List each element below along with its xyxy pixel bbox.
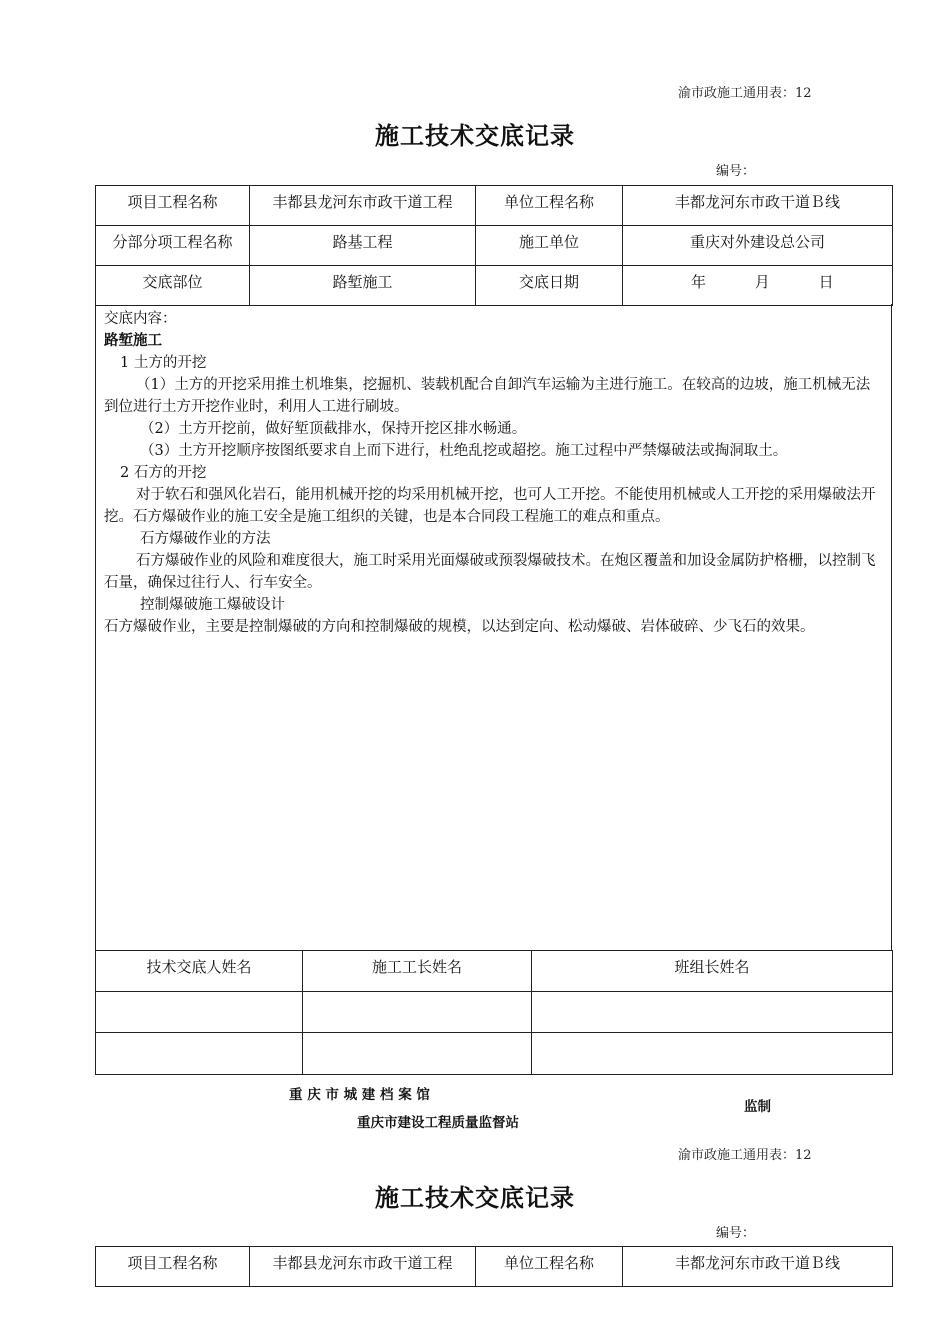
subheading: 石方爆破作业的方法 [140, 531, 271, 547]
signature-cell[interactable] [303, 1033, 532, 1075]
signature-cell[interactable] [303, 992, 532, 1033]
archive-org: 重 庆 市 城 建 档 案 馆 [289, 1087, 430, 1103]
content-intro: 交底内容： [104, 311, 177, 327]
subproject-label: 分部分项工程名称 [96, 226, 250, 266]
paragraph: （3）土方开挖顺序按图纸要求自上而下进行，杜绝乱挖或超挖。施工过程中严禁爆破法或掏洞取土。 [140, 443, 788, 459]
date-year: 年 [691, 273, 707, 291]
handover-part-value: 路堑施工 [250, 266, 476, 306]
paragraph: 对于软石和强风化岩石，能用机械开挖的均采用机械开挖，也可人工开挖。不能使用机械或人工开挖的采用爆破法开挖。石方爆破作业的施工安全是施工组织的关键，也是本合同段工程施工的难点和重点。 [104, 487, 876, 525]
contractor-label: 施工单位 [476, 226, 623, 266]
date-day: 日 [818, 273, 834, 291]
contractor-value: 重庆对外建设总公司 [623, 226, 893, 266]
signature-cell[interactable] [96, 1033, 303, 1075]
handover-part-label: 交底部位 [96, 266, 250, 306]
foreman-label: 施工工长姓名 [303, 951, 532, 992]
document-title: 施工技术交底记录 [375, 121, 575, 150]
unit-project-value: 丰都龙河东市政干道Ｂ线 [623, 186, 893, 226]
subheading: 控制爆破施工爆破设计 [140, 597, 285, 613]
paragraph: （1）土方的开挖采用推土机堆集，挖掘机、装载机配合自卸汽车运输为主进行施工。在较高的边坡，施工机械无法到位进行土方开挖作业时，利用人工进行刷坡。 [104, 377, 871, 415]
form-number: 渝市政施工通用表：12 [678, 1148, 812, 1163]
signature-cell[interactable] [96, 992, 303, 1033]
content-heading: 路堑施工 [104, 333, 162, 349]
paragraph: 石方爆破作业，主要是控制爆破的方向和控制爆破的规模，以达到定向、松动爆破、岩体破碎、少飞石的效果。 [104, 619, 815, 635]
project-name-label: 项目工程名称 [96, 186, 250, 226]
supervised-label: 监制 [744, 1099, 771, 1115]
project-name-value: 丰都县龙河东市政干道工程 [250, 1247, 476, 1287]
signature-cell[interactable] [532, 992, 893, 1033]
unit-project-value: 丰都龙河东市政干道Ｂ线 [623, 1247, 893, 1287]
handover-date-value [623, 266, 893, 306]
date-month: 月 [754, 273, 770, 291]
subproject-value: 路基工程 [250, 226, 476, 266]
project-name-label: 项目工程名称 [96, 1247, 250, 1287]
header-table [95, 185, 893, 306]
header-table [95, 1246, 893, 1287]
signature-table [95, 950, 893, 1075]
unit-project-label: 单位工程名称 [476, 186, 623, 226]
paragraph: 石方爆破作业的风险和难度很大，施工时采用光面爆破或预裂爆破技术。在炮区覆盖和加设金属防护格栅，以控制飞石量，确保过往行人、行车安全。 [104, 553, 876, 591]
content-section [95, 304, 892, 950]
tech-handover-person-label: 技术交底人姓名 [96, 951, 303, 992]
unit-project-label: 单位工程名称 [476, 1247, 623, 1287]
serial-number-label: 编号： [716, 1226, 756, 1241]
section-rockwork: 2 石方的开挖 [120, 465, 207, 481]
team-leader-label: 班组长姓名 [532, 951, 893, 992]
handover-date-label: 交底日期 [476, 266, 623, 306]
quality-station-org: 重庆市建设工程质量监督站 [357, 1115, 519, 1131]
document-title: 施工技术交底记录 [375, 1183, 575, 1212]
signature-cell[interactable] [532, 1033, 893, 1075]
project-name-value: 丰都县龙河东市政干道工程 [250, 186, 476, 226]
serial-number-label: 编号： [716, 164, 756, 179]
section-earthwork: 1 土方的开挖 [120, 355, 207, 371]
form-number: 渝市政施工通用表：12 [678, 86, 812, 101]
paragraph: （2）土方开挖前，做好堑顶截排水，保持开挖区排水畅通。 [140, 421, 527, 437]
